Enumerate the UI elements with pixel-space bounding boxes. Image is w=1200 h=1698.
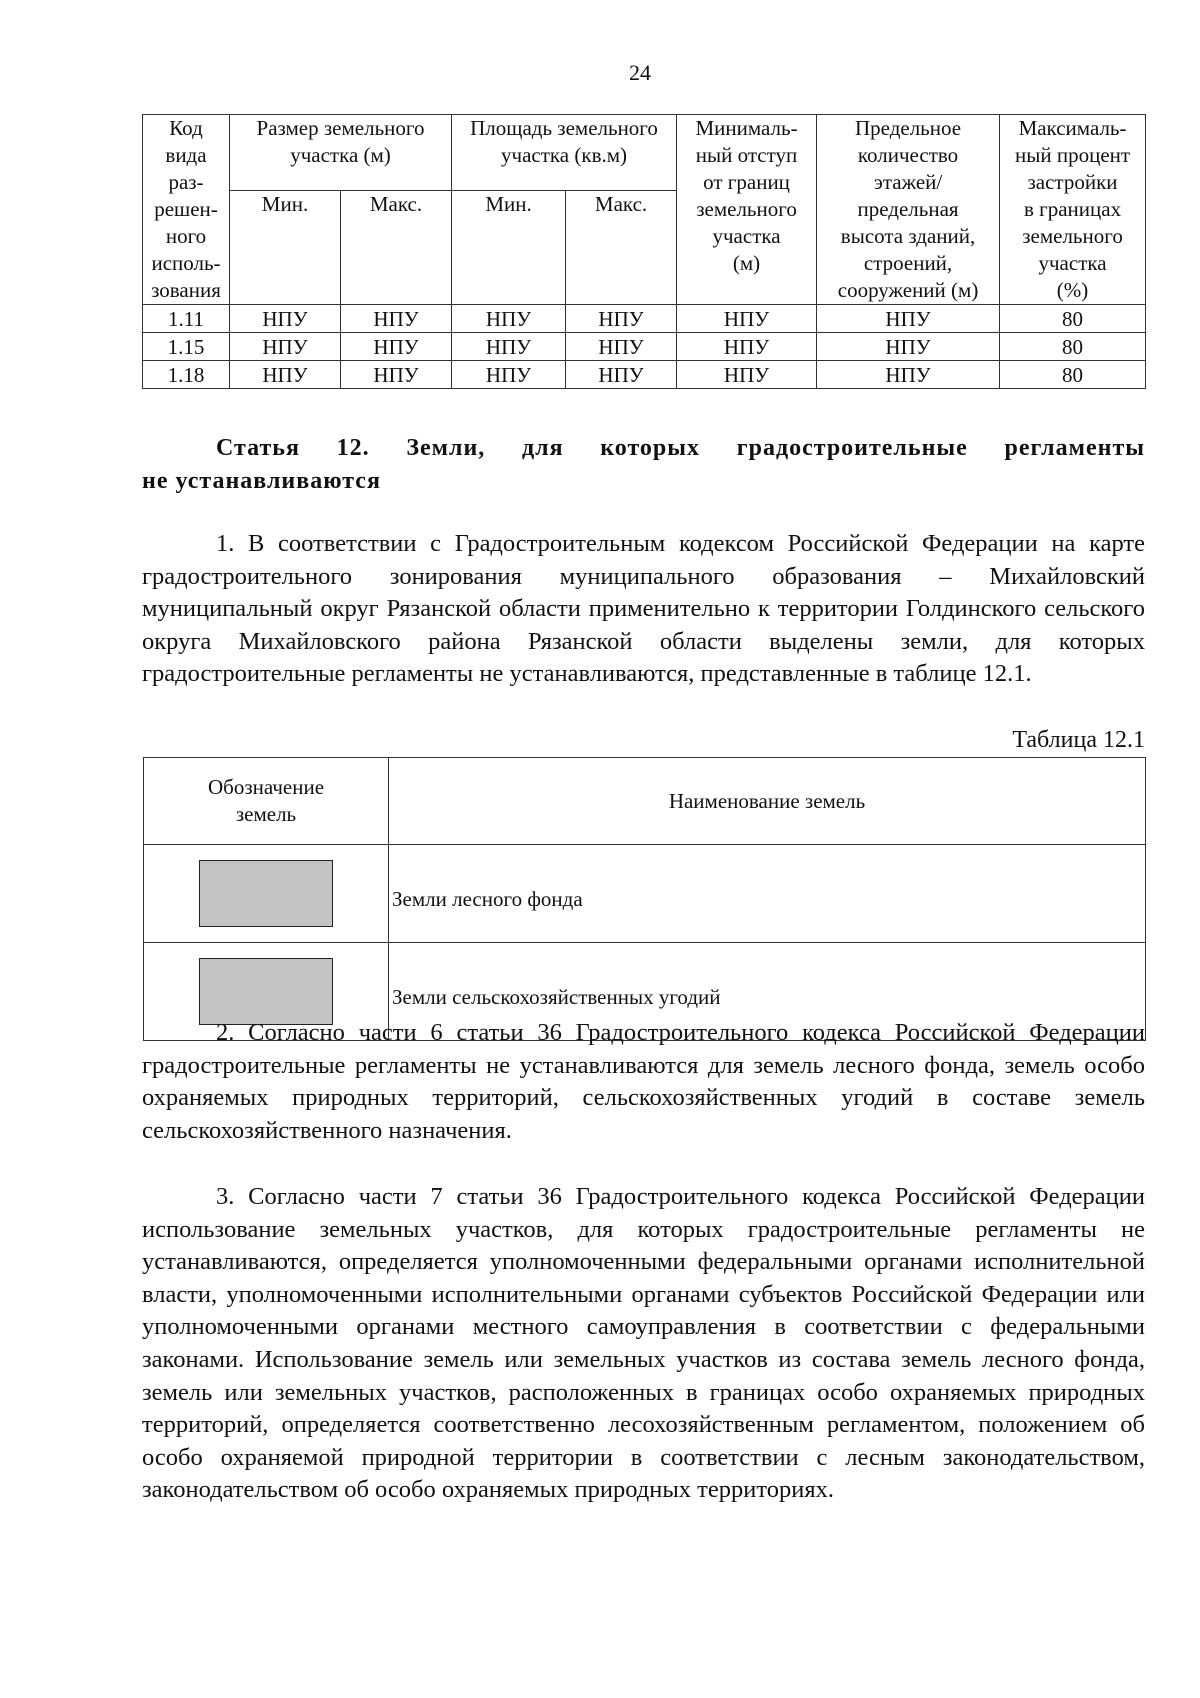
land-designation-table (143, 757, 1146, 1041)
table-cell: НПУ (452, 333, 566, 361)
table-cell: НПУ (341, 361, 452, 389)
header-land-name: Наименование земель (389, 758, 1146, 845)
forest-fund-swatch (199, 860, 333, 927)
header-land-symbol: Обозначение земель (144, 758, 389, 845)
header-plot-area: Площадь земельного участка (кв.м) (452, 115, 677, 191)
table-cell: НПУ (452, 305, 566, 333)
table-cell: НПУ (566, 333, 677, 361)
agricultural-land-swatch (199, 958, 333, 1025)
table-cell: НПУ (230, 333, 341, 361)
table-cell: НПУ (817, 333, 1000, 361)
article-heading-line1: Статья 12. Земли, для которых градостроительные регламенты (216, 435, 1145, 461)
header-max-floors: Предельное количество этажей/ предельная высота зданий, строений, сооружений (м) (817, 115, 1000, 305)
article-heading-line2: не устанавливаются (142, 468, 381, 494)
table-cell: 80 (1000, 333, 1146, 361)
header-size-min: Мин. (230, 190, 341, 304)
table-cell: 80 (1000, 305, 1146, 333)
table-cell: НПУ (817, 361, 1000, 389)
table-cell: НПУ (341, 333, 452, 361)
header-area-max: Макс. (566, 190, 677, 304)
table-cell: 1.15 (143, 333, 230, 361)
table-cell: НПУ (677, 361, 817, 389)
table-cell: НПУ (230, 361, 341, 389)
article-heading (142, 432, 1145, 498)
paragraph-2: 2. Согласно части 6 статьи 36 Градостроительного кодекса Российской Федерации градостроительные регламенты не устанавливаются для земель лесного фонда, земель особо охраняемых природных территорий, сельскохозяйственных угодий в составе земель сельскохозяйственного назначения. (142, 1019, 1145, 1144)
header-code: Код вида раз- решен- ного исполь- зования (143, 115, 230, 305)
table-row (143, 305, 1146, 333)
table-cell: 80 (1000, 361, 1146, 389)
table-cell: НПУ (341, 305, 452, 333)
land-name-cell: Земли сельскохозяйственных угодий (389, 943, 1146, 1041)
table-cell: НПУ (677, 333, 817, 361)
page-number: 24 (629, 60, 651, 85)
table-row (143, 361, 1146, 389)
paragraph-3: 3. Согласно части 7 статьи 36 Градостроительного кодекса Российской Федерации использование земельных участков, для которых градостроительные регламенты не устанавливаются, определяется уполномоченными федеральными органами исполнительной власти, уполномоченными исполнительными органами субъектов Российской Федерации или уполномоченными органами местного самоуправления в соответствии с федеральными законами. Использование земель или земельных участков из состава земель лесного фонда, земель или земельных участков, расположенных в границах особо охраняемых природных территорий, определяется соответственно лесохозяйственным регламентом, положением об особо охраняемой природной территории в соответствии с лесным законодательством, законодательством об особо охраняемых природных территориях. (142, 1183, 1145, 1504)
paragraph-1: 1. В соответствии с Градостроительным кодексом Российской Федерации на карте градостроительного зонирования муниципального образования – Михайловский муниципальный округ Рязанской области применительно к территории Голдинского сельского округа Михайловского района Рязанской области выделены земли, для которых градостроительные регламенты не устанавливаются, представленные в таблице 12.1. (142, 530, 1145, 688)
table-cell: НПУ (452, 361, 566, 389)
zoning-parameters-table (142, 114, 1146, 389)
table-row (144, 845, 1146, 943)
table-cell: НПУ (817, 305, 1000, 333)
table-cell: НПУ (566, 361, 677, 389)
header-min-offset: Минималь- ный отступ от границ земельного участка (м) (677, 115, 817, 305)
header-size-max: Макс. (341, 190, 452, 304)
header-plot-size: Размер земельного участка (м) (230, 115, 452, 191)
table-cell: 1.11 (143, 305, 230, 333)
table-caption: Таблица 12.1 (1012, 727, 1145, 753)
table-cell: 1.18 (143, 361, 230, 389)
land-name-cell: Земли лесного фонда (389, 845, 1146, 943)
table-cell: НПУ (677, 305, 817, 333)
header-area-min: Мин. (452, 190, 566, 304)
table-cell: НПУ (230, 305, 341, 333)
table-row (143, 333, 1146, 361)
header-max-percent: Максималь- ный процент застройки в границах земельного участка (%) (1000, 115, 1146, 305)
table-cell: НПУ (566, 305, 677, 333)
